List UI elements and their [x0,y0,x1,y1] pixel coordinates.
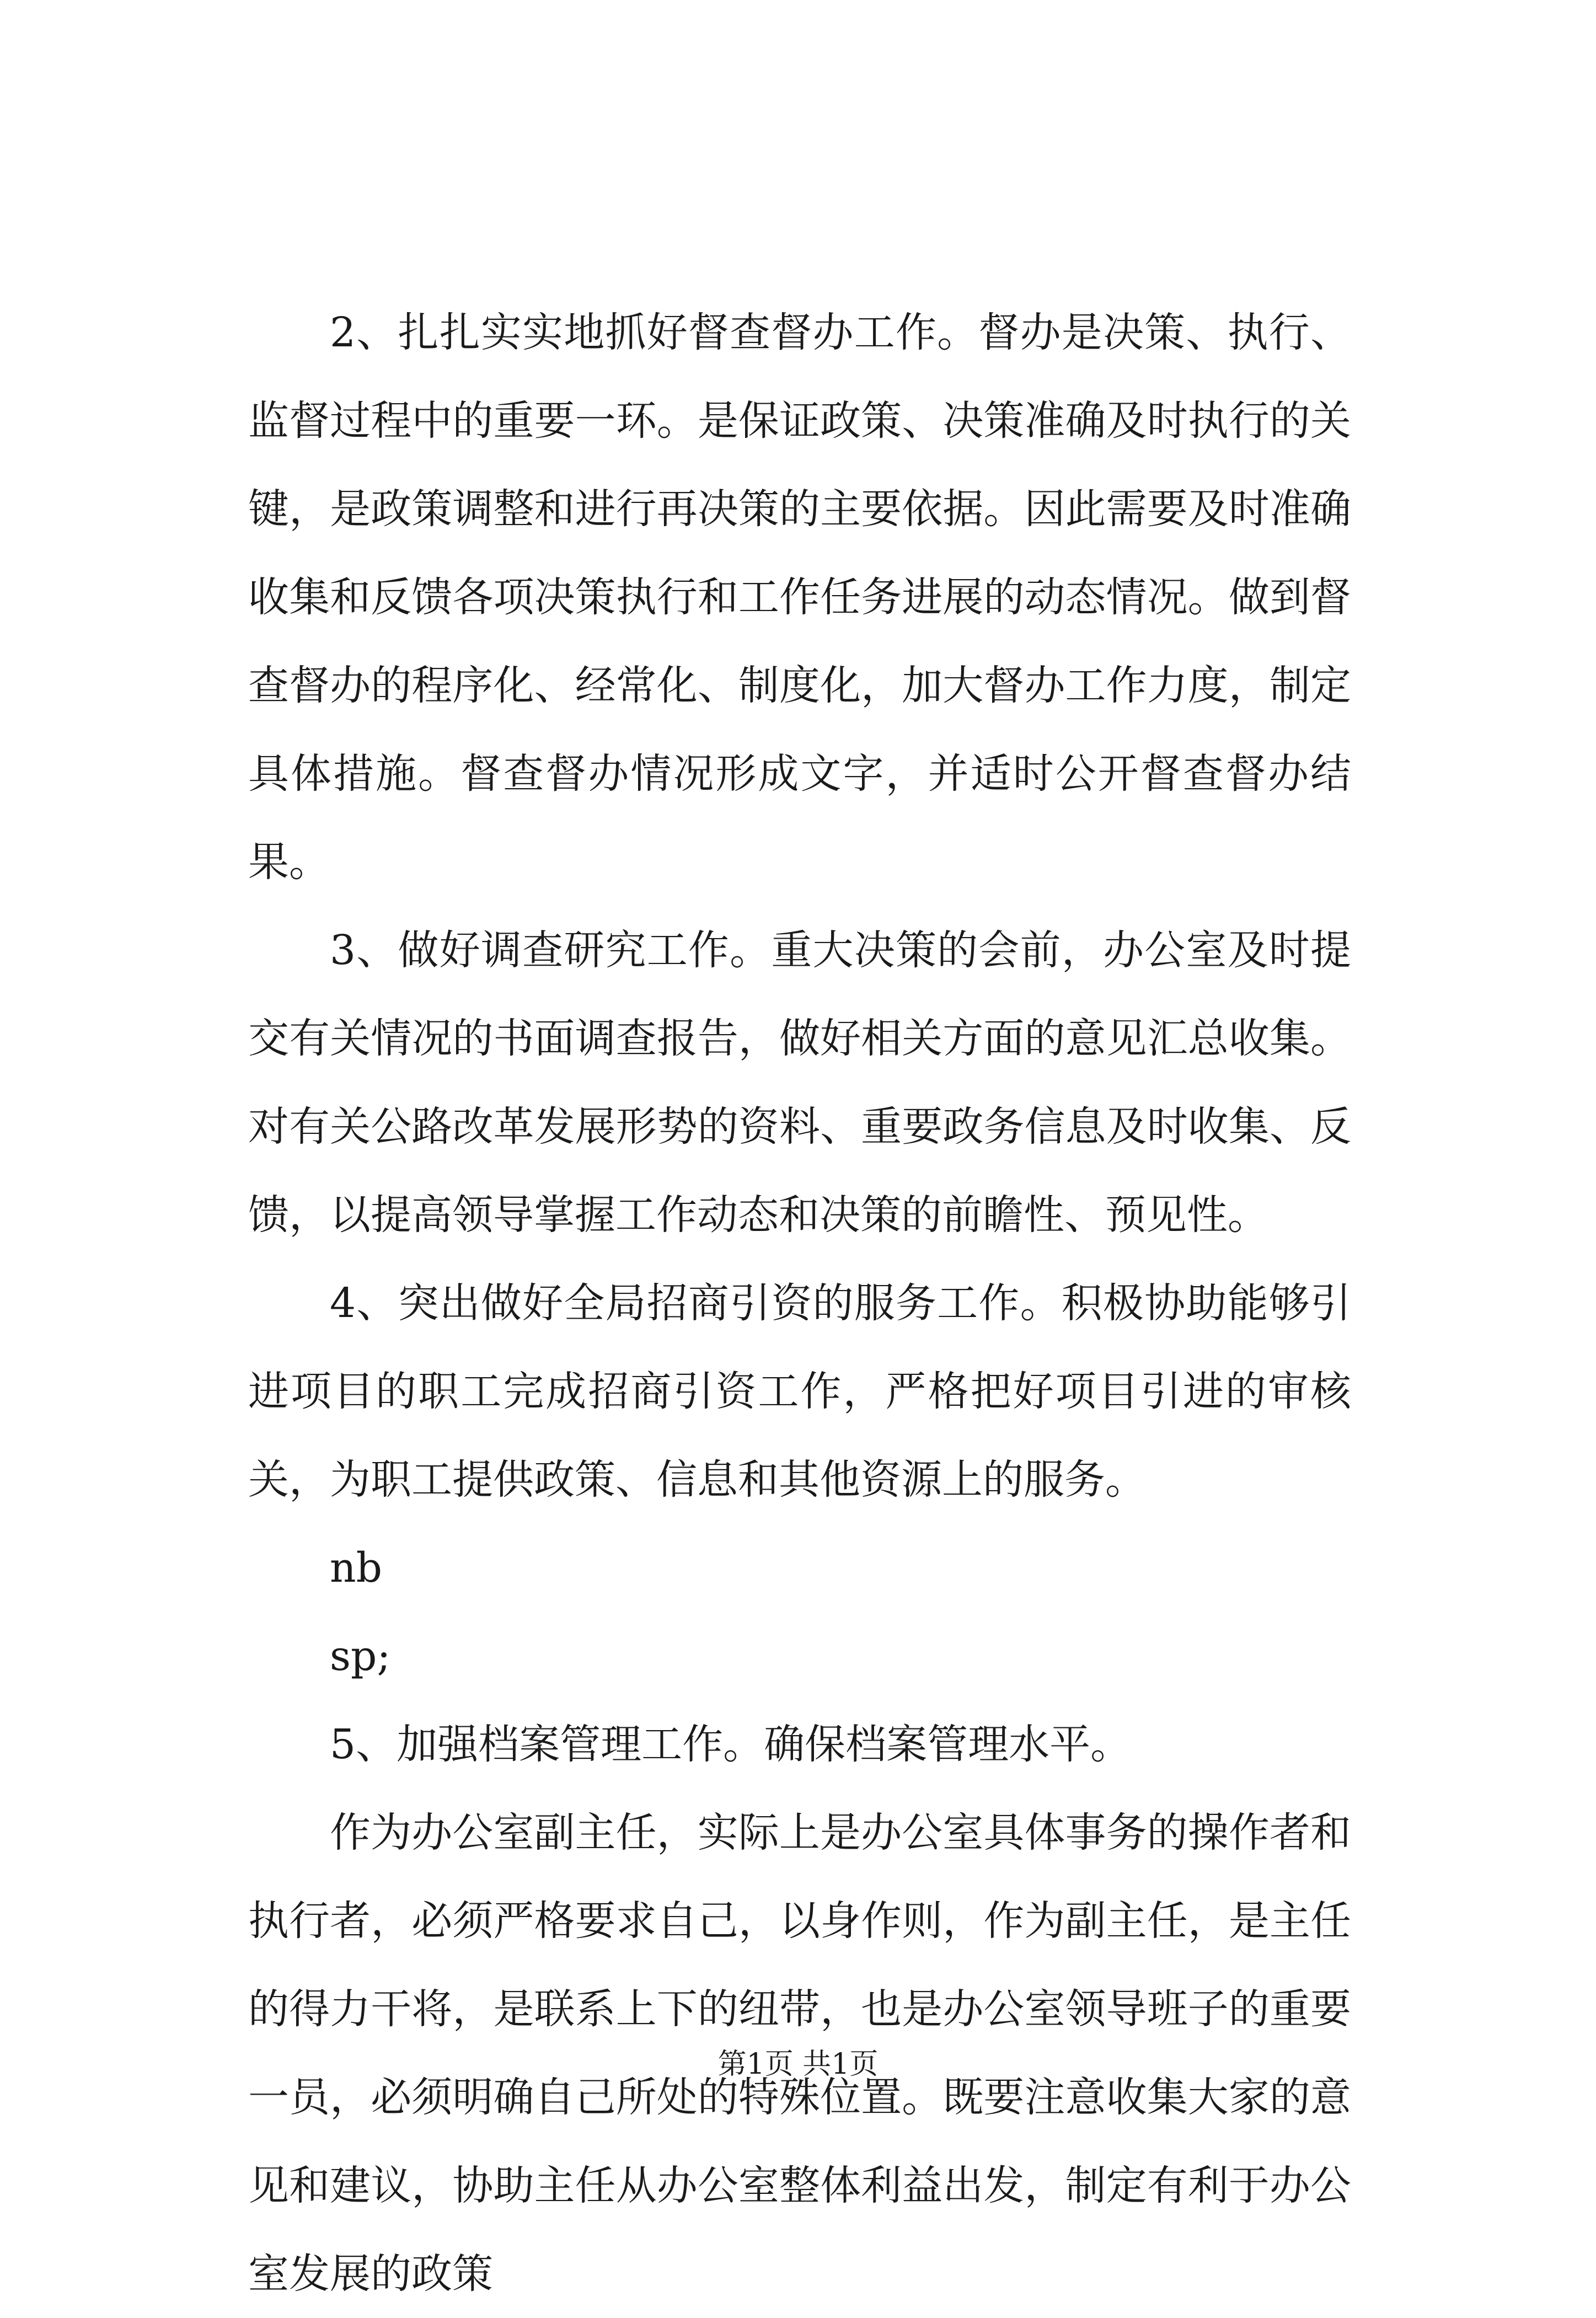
document-body [248,288,1351,2318]
paragraph-research: 3、做好调查研究工作。重大决策的会前，办公室及时提交有关情况的书面调查报告，做好相关方面的意见汇总收集。对有关公路改革发展形势的资料、重要政务信息及时收集、反馈，以提高领导掌握工作动态和决策的前瞻性、预见性。 [248,927,1351,1239]
paragraph-investment-service: 4、突出做好全局招商引资的服务工作。积极协助能够引进项目的职工完成招商引资工作，严格把好项目引进的审核关，为职工提供政策、信息和其他资源上的服务。 [248,1280,1351,1503]
paragraph-supervision: 2、扎扎实实地抓好督查督办工作。督办是决策、执行、监督过程中的重要一环。是保证政策、决策准确及时执行的关键，是政策调整和进行再决策的主要依据。因此需要及时准确收集和反馈各项决策执行和工作任务进展的动态情况。做到督查督办的程序化、经常化、制度化，加大督办工作力度，制定具体措施。督查督办情况形成文字，并适时公开督查督办结果。 [248,309,1351,886]
paragraph-deputy-director: 作为办公室副主任，实际上是办公室具体事务的操作者和执行者，必须严格要求自己，以身作则，作为副主任，是主任的得力干将，是联系上下的纽带，也是办公室领导班子的重要一员，必须明确自己所处的特殊位置。既要注意收集大家的意见和建议，协助主任从办公室整体利益出发，制定有利于办公室发展的政策 [248,1809,1351,2298]
paragraph-archives: 5、加强档案管理工作。确保档案管理水平。 [330,1721,1132,1768]
paragraph-fragment-sp: sp; [330,1632,391,1680]
page-footer: 第1页 共1页 [717,2048,879,2081]
paragraph-fragment-nb: nb [330,1544,383,1592]
